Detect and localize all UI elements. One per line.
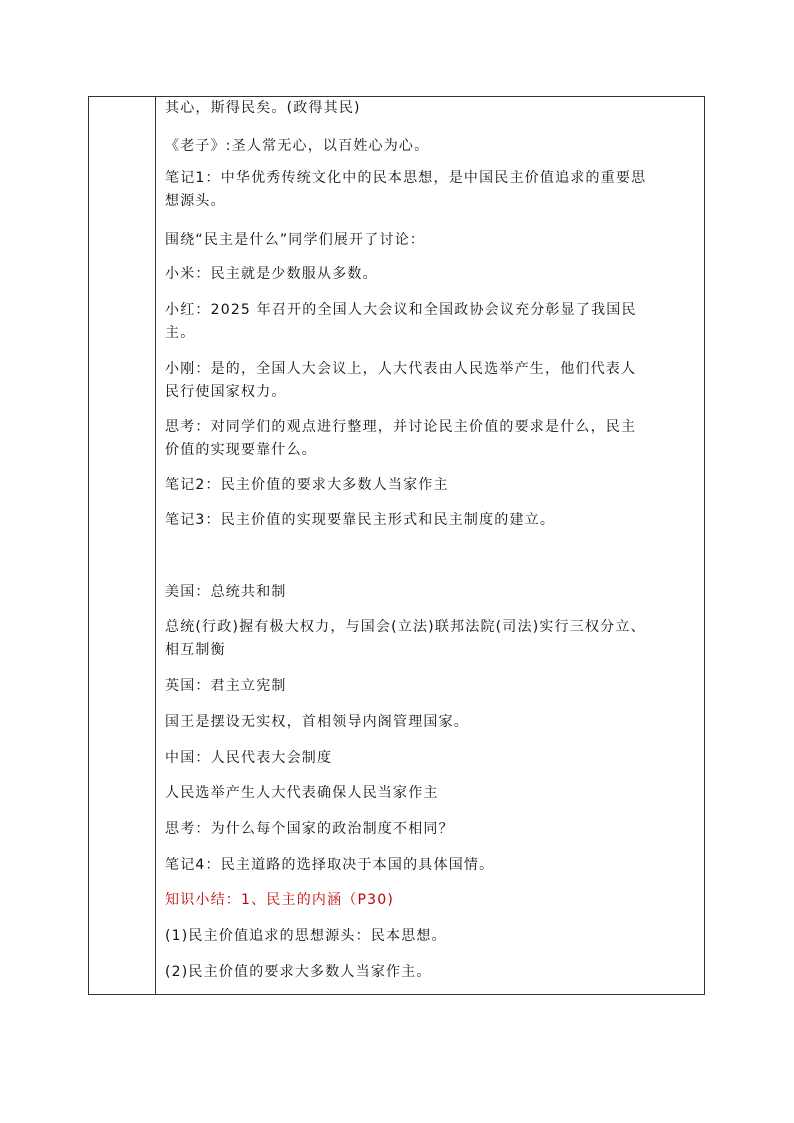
text-line: 价值的实现要靠什么。 [165,442,317,458]
text-line: 人民选举产生人大代表确保人民当家作主 [165,785,439,801]
text-line: 中国：人民代表大会制度 [165,750,333,766]
text-line: 相互制衡 [165,642,226,658]
text-line: 其心，斯得民矣。(政得其民) [165,100,361,116]
text-line: 笔记3：民主价值的实现要靠民主形式和民主制度的建立。 [165,512,556,528]
text-line: 国王是摆设无实权，首相领导内阁管理国家。 [165,714,469,730]
text-line: 笔记4：民主道路的选择取决于本国的具体国情。 [165,857,495,873]
text-line: 主。 [165,325,196,341]
table-left-column [89,97,156,994]
summary-heading: 知识小结：1、民主的内涵（P30) [165,892,395,908]
text-line: 小刚：是的，全国人大会议上，人大代表由人民选举产生，他们代表人 [165,361,637,377]
text-line: 思考：对同学们的观点进行整理，并讨论民主价值的要求是什么，民主 [165,419,637,435]
lesson-table [88,96,705,995]
text-line: 《老子》:圣人常无心，以百姓心为心。 [165,138,430,154]
text-line: 围绕“民主是什么”同学们展开了讨论： [165,232,426,248]
text-line: (1)民主价值追求的思想源头：民本思想。 [165,928,447,944]
text-line: 民行使国家权力。 [165,384,287,400]
text-line: 小米：民主就是少数服从多数。 [165,266,378,282]
text-line: 笔记1：中华优秀传统文化中的民本思想，是中国民主价值追求的重要思 [165,170,647,186]
text-line: 想源头。 [165,193,226,209]
text-line: 总统(行政)握有极大权力，与国会(立法)联邦法院(司法)实行三权分立、 [165,619,646,635]
text-line: 英国：君主立宪制 [165,678,287,694]
text-line: 思考：为什么每个国家的政治制度不相同？ [165,821,454,837]
table-content-cell [156,97,704,994]
text-line: 小红：2025 年召开的全国人大会议和全国政协会议充分彰显了我国民 [165,302,637,318]
text-line: 美国：总统共和制 [165,584,287,600]
text-line: (2)民主价值的要求大多数人当家作主。 [165,964,432,980]
text-line: 笔记2：民主价值的要求大多数人当家作主 [165,477,449,493]
